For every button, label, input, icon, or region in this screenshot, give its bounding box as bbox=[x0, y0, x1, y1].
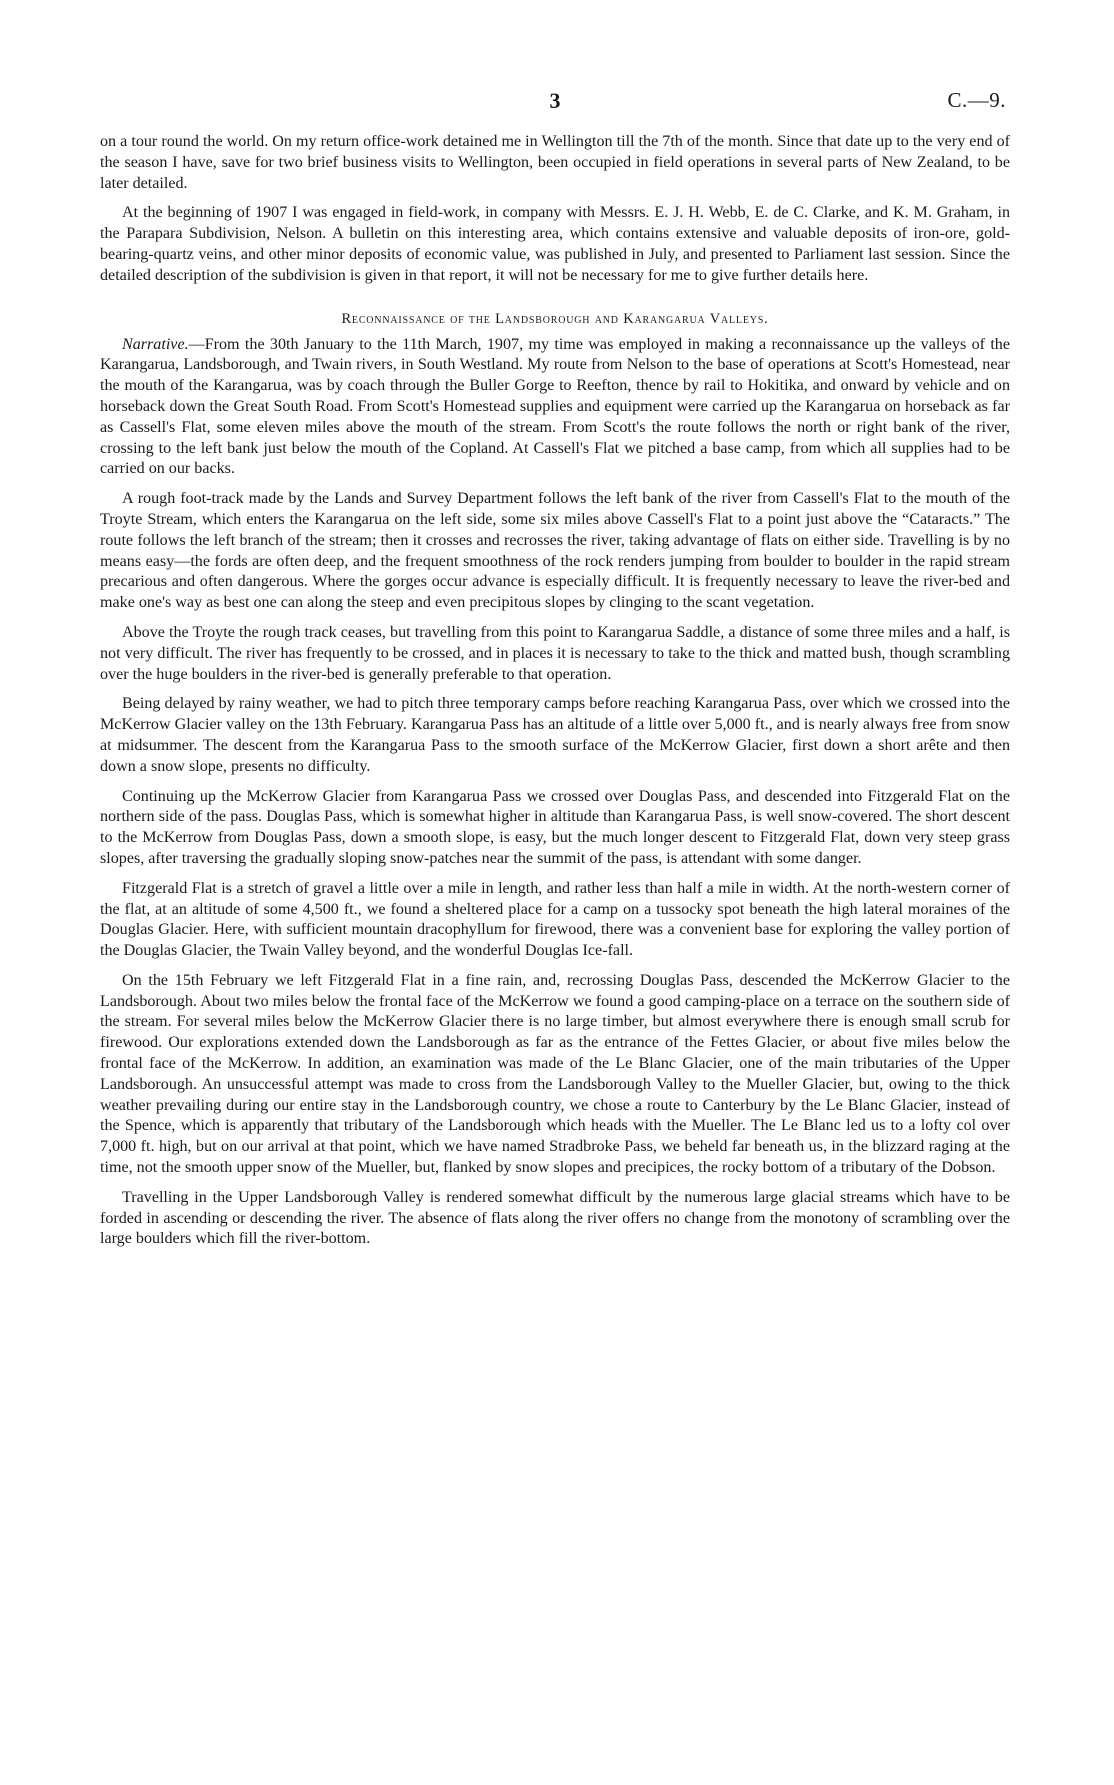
paragraph-douglas-pass: Continuing up the McKerrow Glacier from Karangarua Pass we crossed over Douglas Pass, and descended into Fitzgerald Flat on the northern side of the pass. Douglas Pass, which is somewhat higher in altitude than Karangarua Pass, is well snow-covered. The short descent to the McKerrow from Douglas Pass, down a smooth slope, is easy, but the much longer descent to Fitzgerald Flat, down very steep grass slopes, after traversing the gradually sloping snow-patches near the summit of the pass, is attendant with some danger. bbox=[100, 787, 1010, 867]
paragraph-continued: on a tour round the world. On my return office-work detained me in Wellington till the 7th of the month. Since that date up to the very end of the season I have, save for two brief business visits to Wellington, been occupied in field operations in several parts of New Zealand, to be later detailed. bbox=[100, 133, 1010, 192]
page-header bbox=[100, 88, 1010, 132]
page-number: 3 bbox=[549, 88, 561, 113]
paragraph-foot-track: A rough foot-track made by the Lands and Survey Department follows the left bank of the river from Cassell's Flat to the mouth of the Troyte Stream, which enters the Karangarua on the left side, some six miles above Cassell's Flat to a point just above the “Cataracts.” The route follows the left branch of the stream; then it crosses and recrosses the river, taking advantage of flats on either side. Travelling is by no means easy—the fords are often deep, and the frequent smoothness of the rock renders jumping from boulder to boulder in the rapid stream precarious and often dangerous. Where the gorges occur advance is especially difficult. It is frequently necessary to leave the river-bed and make one's way as best one can along the steep and even precipitous slopes by clinging to the scant vegetation. bbox=[100, 490, 1010, 612]
paragraph-parapara: At the beginning of 1907 I was engaged in field-work, in company with Messrs. E. J. H. Webb, E. de C. Clarke, and K. M. Graham, in the Parapara Subdivision, Nelson. A bulletin on this interesting area, which contains extensive and valuable deposits of iron-ore, gold-bearing-quartz veins, and other minor deposits of economic value, was published in July, and presented to Parliament last session. Since the detailed description of the subdivision is given in that report, it will not be necessary for me to give further details here. bbox=[100, 204, 1010, 284]
section-heading: Reconnaissance of the Landsborough and Karangarua Valleys. bbox=[341, 310, 769, 327]
narrative-body: —From the 30th January to the 11th March, 1907, my time was employed in making a reconnaissance up the valleys of the Karangarua, Landsborough, and Twain rivers, in South Westland. My route from Nelson to the base of operations at Scott's Homestead, near the mouth of the Karangarua, was by coach through the Buller Gorge to Reefton, thence by rail to Hokitika, and onward by vehicle and on horseback down the Great South Road. From Scott's Homestead supplies and equipment were carried up the Karangarua on horseback as far as Cassell's Flat, some eleven miles above the mouth of the stream. From Scott's the route follows the north or right bank of the river, crossing to the left bank just below the mouth of the Copland. At Cassell's Flat we pitched a base camp, from which all supplies had to be carried on our backs. bbox=[100, 335, 1010, 478]
document-code: C.—9. bbox=[947, 88, 1006, 112]
paragraph-karangarua-pass: Being delayed by rainy weather, we had to pitch three temporary camps before reaching Karangarua Pass, over which we crossed into the McKerrow Glacier valley on the 13th February. Karangarua Pass has an altitude of a little over 5,000 ft., and is nearly always free from snow at midsummer. The descent from the Karangarua Pass to the smooth surface of the McKerrow Glacier, first down a short arête and then down a snow slope, presents no difficulty. bbox=[100, 695, 1010, 775]
paragraph-troyte: Above the Troyte the rough track ceases, but travelling from this point to Karangarua Saddle, a distance of some three miles and a half, is not very difficult. The river has frequently to be crossed, and in places it is necessary to take to the thick and matted bush, though scrambling over the huge boulders in the river-bed is generally preferable to that operation. bbox=[100, 623, 1010, 683]
paragraph-fitzgerald-flat: Fitzgerald Flat is a stretch of gravel a little over a mile in length, and rather less than half a mile in width. At the north-western corner of the flat, at an altitude of some 4,500 ft., we found a sheltered place for a camp on a tussocky spot beneath the high lateral moraines of the Douglas Glacier. Here, with sufficient mountain dracophyllum for firewood, there was a convenient base for exploring the valley portion of the Douglas Glacier, the Twain Valley beyond, and the wonderful Douglas Ice-fall. bbox=[100, 879, 1010, 960]
paragraph-narrative bbox=[100, 335, 1010, 481]
narrative-lead-in: Narrative. bbox=[122, 335, 189, 353]
paragraph-upper-landsborough: Travelling in the Upper Landsborough Valley is rendered somewhat difficult by the numerous large glacial streams which have to be forded in ascending or descending the river. The absence of flats along the river offers no change from the monotony of scrambling over the large boulders which fill the river-bottom. bbox=[100, 1188, 1010, 1248]
paragraph-landsborough: On the 15th February we left Fitzgerald Flat in a fine rain, and, recrossing Douglas Pass, descended the McKerrow Glacier to the Landsborough. About two miles below the frontal face of the McKerrow we found a good camping-place on a terrace on the southern side of the stream. For several miles below the McKerrow Glacier there is no large timber, but almost everywhere there is enough small scrub for firewood. Our explorations extended down the Landsborough as far as the entrance of the Fettes Glacier, or about five miles below the frontal face of the McKerrow. In addition, an examination was made of the Le Blanc Glacier, one of the main tributaries of the Upper Landsborough. An unsuccessful attempt was made to cross from the Landsborough Valley to the Mueller Glacier, but, owing to the thick weather prevailing during our entire stay in the Landsborough country, we chose a route to Canterbury by the Le Blanc Glacier, instead of the Spence, which is apparently that tributary of the Landsborough which heads with the Mueller. The Le Blanc led us to a lofty col over 7,000 ft. high, but on our arrival at that point, which we have named Stradbroke Pass, we beheld far beneath us, in the blizzard raging at the time, not the smooth upper snow of the Mueller, but, flanked by snow slopes and precipices, the rocky bottom of a tributary of the Dobson. bbox=[100, 971, 1010, 1177]
